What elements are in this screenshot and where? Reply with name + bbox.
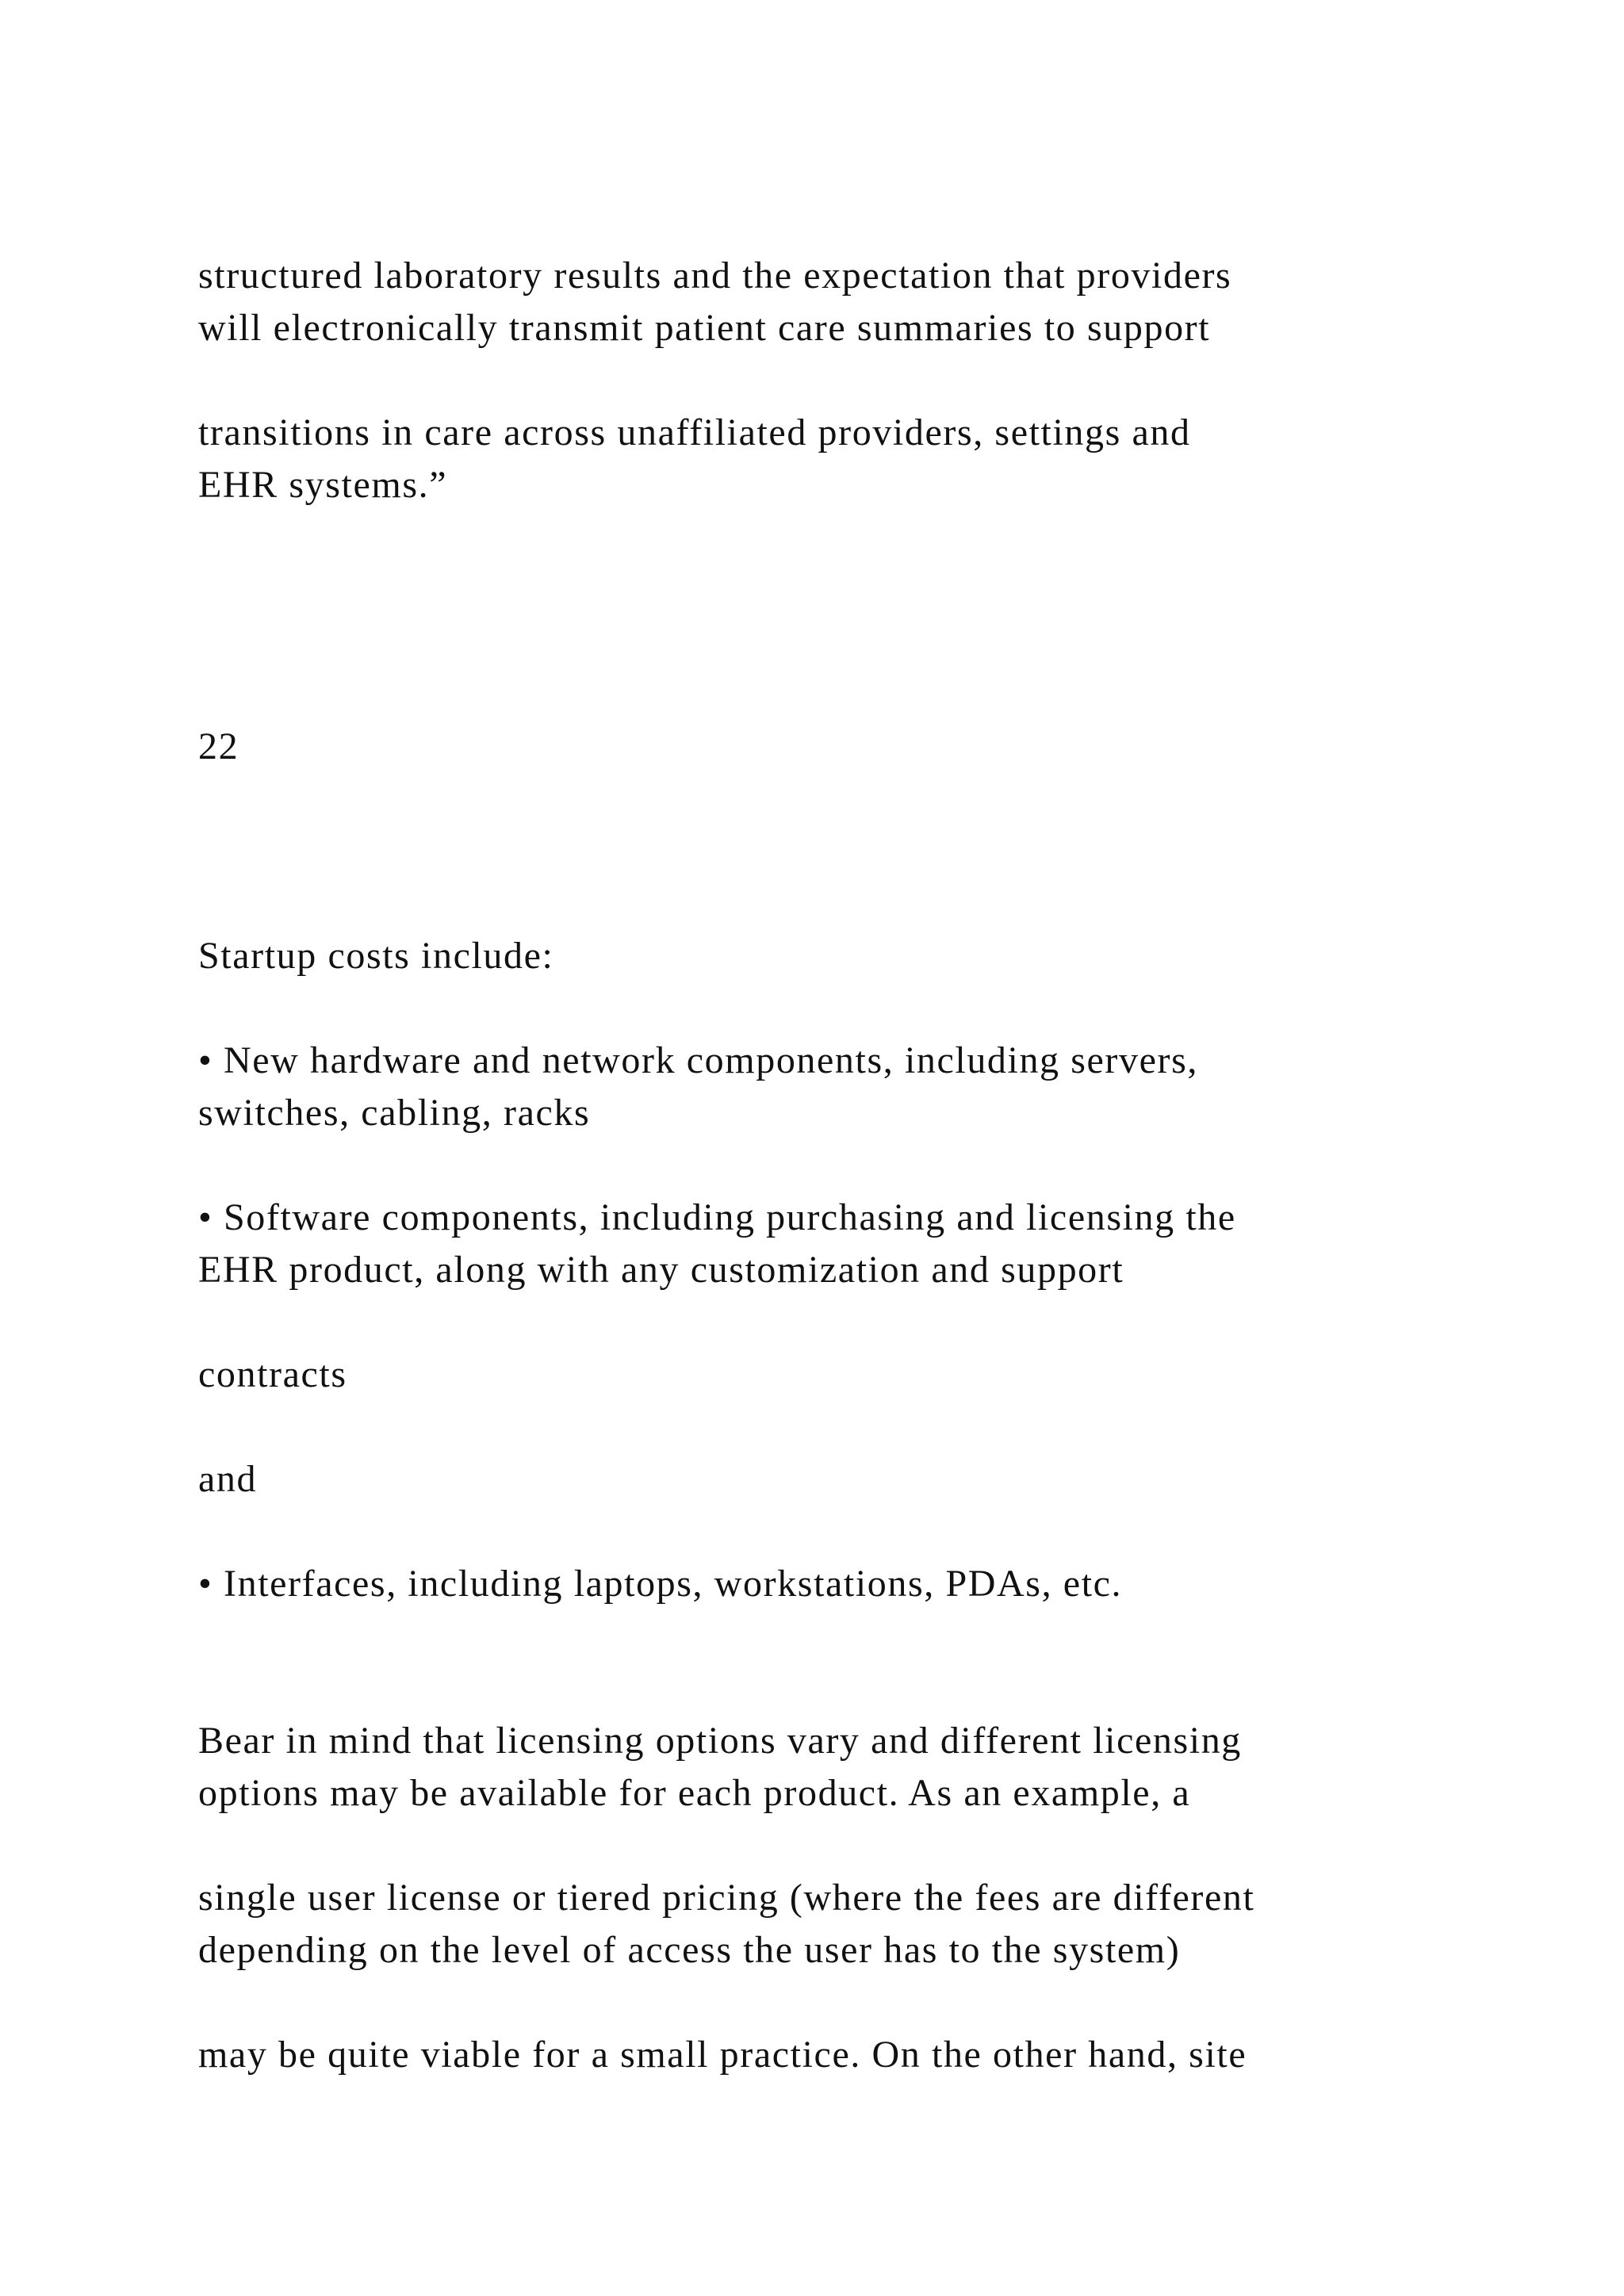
bullet-item: • New hardware and network components, including servers, <box>198 1039 1198 1081</box>
text-line: Bear in mind that licensing options vary and different licensing <box>198 1720 1242 1762</box>
text-line: depending on the level of access the user has to the system) <box>198 1929 1181 1971</box>
text-line: switches, cabling, racks <box>198 1092 591 1134</box>
text-line: options may be available for each product. As an example, a <box>198 1772 1191 1814</box>
bullet-item: • Interfaces, including laptops, workstations, PDAs, etc. <box>198 1563 1123 1605</box>
bullet-item: • Software components, including purchasing and licensing the <box>198 1196 1236 1238</box>
text-line: EHR product, along with any customization and support <box>198 1249 1124 1291</box>
page-number: 22 <box>198 725 239 767</box>
text-line: single user license or tiered pricing (where the fees are different <box>198 1877 1255 1919</box>
text-line: and <box>198 1458 258 1500</box>
text-line: may be quite viable for a small practice. On the other hand, site <box>198 2034 1247 2076</box>
text-line: contracts <box>198 1353 347 1395</box>
text-line: transitions in care across unaffiliated providers, settings and <box>198 411 1191 453</box>
text-line: EHR systems.” <box>198 464 448 506</box>
text-line: Startup costs include: <box>198 935 554 977</box>
text-line: will electronically transmit patient care summaries to support <box>198 307 1211 349</box>
text-line: structured laboratory results and the expectation that providers <box>198 254 1232 297</box>
